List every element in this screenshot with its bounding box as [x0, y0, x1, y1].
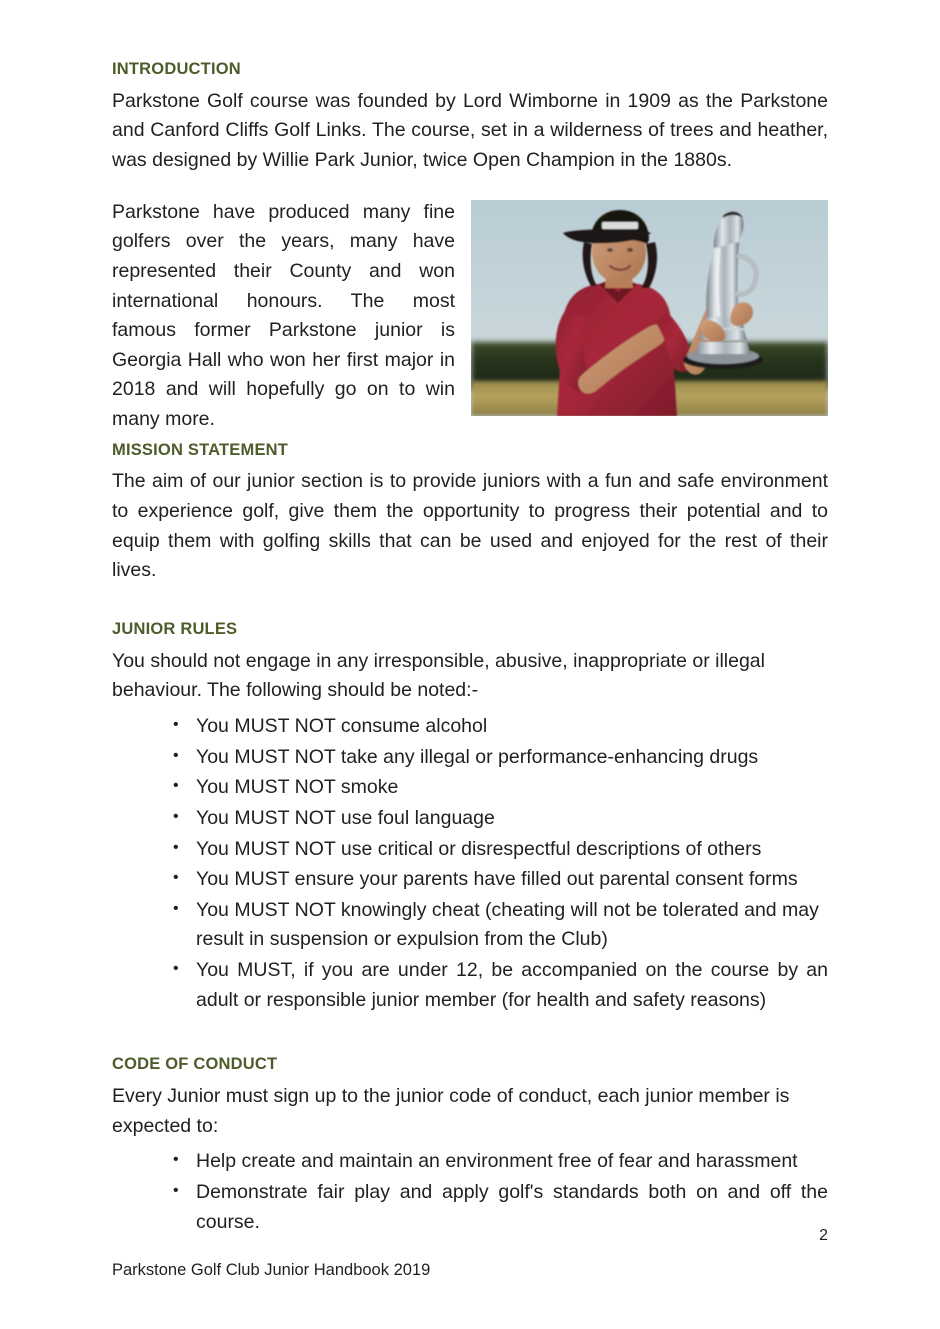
photo-georgia-hall: [471, 200, 828, 416]
section-history-with-photo: [112, 198, 828, 435]
list-item: • You MUST, if you are under 12, be accompanied on the course by an adult or responsible junior member (for health and safety reasons): [112, 956, 828, 1015]
footer-text: Parkstone Golf Club Junior Handbook 2019: [112, 1260, 431, 1279]
list-item: • You MUST NOT use foul language: [112, 804, 828, 834]
page-number: 2: [819, 1227, 828, 1244]
photo-golfer-figure: [471, 200, 828, 416]
paragraph-mission-statement: The aim of our junior section is to provide juniors with a fun and safe environment to experience golf, give them the opportunity to progress their potential and to equip them with golfing skills that can be used and enjoyed for the rest of their lives.: [112, 470, 828, 582]
section-mission-statement: [112, 441, 828, 586]
list-item: • You MUST NOT knowingly cheat (cheating will not be tolerated and may result in suspension or expulsion from the Club): [112, 896, 828, 955]
heading-code-of-conduct: CODE OF CONDUCT: [112, 1055, 278, 1074]
page-content: [112, 60, 828, 1238]
heading-junior-rules: JUNIOR RULES: [112, 619, 238, 638]
list-item: • You MUST ensure your parents have filled out parental consent forms: [112, 865, 828, 895]
paragraph-history: Parkstone have produced many fine golfers over the years, many have represented their County and won international honours. The most famous former Parkstone junior is Georgia Hall who won her first major in 2018 and will hopefully go on to win many more.: [112, 200, 455, 431]
list-item: • Demonstrate fair play and apply golf's standards both on and off the course.: [112, 1178, 828, 1237]
list-item: • You MUST NOT use critical or disrespectful descriptions of others: [112, 835, 828, 865]
paragraph-junior-rules-intro: You should not engage in any irresponsible, abusive, inappropriate or illegal behaviour. The following should be noted:-: [112, 649, 765, 702]
section-introduction: [112, 60, 828, 176]
paragraph-introduction: Parkstone Golf course was founded by Lord Wimborne in 1909 as the Parkstone and Canford Cliffs Golf Links. The course, set in a wilderness of trees and heather, was designed by Willie Park Junior, twice Open Champion in the 1880s.: [112, 89, 828, 172]
section-junior-rules: [112, 620, 828, 1015]
heading-mission-statement: MISSION STATEMENT: [112, 440, 289, 459]
list-junior-rules: [112, 712, 828, 1015]
heading-introduction: INTRODUCTION: [112, 60, 241, 78]
list-item: • Help create and maintain an environment free of fear and harassment: [112, 1147, 828, 1177]
section-code-of-conduct: [112, 1055, 828, 1237]
list-item: • You MUST NOT consume alcohol: [112, 712, 828, 742]
page-footer: [112, 1227, 828, 1281]
list-item: • You MUST NOT smoke: [112, 773, 828, 803]
list-item: • You MUST NOT take any illegal or performance-enhancing drugs: [112, 743, 828, 773]
paragraph-code-of-conduct-intro: Every Junior must sign up to the junior code of conduct, each junior member is expected to:: [112, 1085, 790, 1137]
list-code-of-conduct: [112, 1147, 828, 1237]
